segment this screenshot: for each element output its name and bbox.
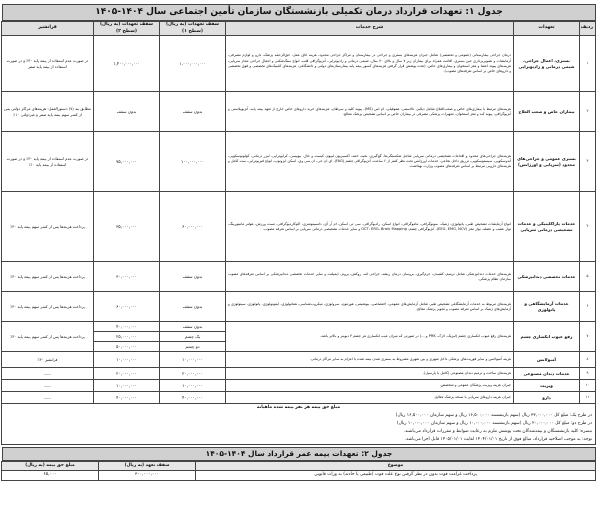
row-franchise: در صورت عدم استفاده از بیمه پایه ۳۰٪ و در صورت استفاده از بیمه پایه صفر (2, 36, 94, 92)
table-row (2, 132, 596, 192)
row-ceiling-1: ۲۰,۰۰۰,۰۰۰ (160, 368, 226, 380)
row-ceiling-2: ۶۰,۰۰۰,۰۰۰ (94, 292, 160, 322)
table-row (2, 352, 596, 368)
footer-note: تبصره: کلیه بازنشستگان و بیمه‌شدگان تحت پوشش ملزم به رعایت ضوابط و مقررات قرارداد می‌باشند. (403, 429, 592, 435)
row-ceiling-2: ۱۰,۰۰۰,۰۰۰ (94, 380, 160, 392)
row-no: ۱۱ (580, 392, 596, 404)
sub-value: ۲۵,۰۰۰,۰۰۰ (94, 331, 159, 341)
row-franchise: پرداخت هزینه‌ها پس از کسر سهم بیمه پایه ۳۰٪ (2, 192, 94, 262)
table-row (2, 262, 596, 292)
row-no: ۹ (580, 368, 596, 380)
row-ceiling-2: ۱,۴۰۰,۰۰۰,۰۰۰ (94, 36, 160, 92)
row-description: جبران هزینه ویزیت پزشکان عمومی و متخصص. (226, 380, 514, 392)
row-no: ۸ (580, 352, 596, 368)
row-no: ۳ (580, 132, 596, 192)
table-row (2, 471, 596, 480)
table-row (2, 292, 596, 322)
row-no: ۵ (580, 262, 596, 292)
footer-row (2, 404, 596, 445)
table-row (2, 322, 596, 352)
table2-title: جدول ۲: تعهدات بیمه عمر قرارداد سال ۱۴۰۴-۱۴۰۵ (2, 447, 596, 461)
row-no: ۱۰ (580, 380, 596, 392)
header-row-no: ردیف (580, 22, 596, 36)
header-description: شرح خدمات (226, 22, 514, 36)
premium-plan-2: در طرح دو: مبلغ کل ۲۰,۰۰۰,۰۰۰ ریال (سهم بازنشسته ۱۰,۰۰۰,۰۰۰ ریال و سهم سازمان ۱۰,۰۰۰,۰۰۰ ریال) (396, 421, 592, 427)
row-title: بستری عمومی و جراحی‌های محدود (سرپایی و اورژانس) (514, 132, 580, 192)
row-franchise: ----- (2, 392, 94, 404)
row-title: بستری، اعمال جراحی، شیمی درمانی و رادیوتراپی (514, 36, 580, 92)
row-description: هزینه‌های جراحی‌های محدود و اقدامات تشخیصی درمانی سرپایی شامل شکستگی‌ها، گچ‌گیری، بخیه، ختنه، اکسیزیون لیپوم، کیست و خال، بیوپسی، کرایوتراپی، لیزر درمانی، کولونوسکوپی، آندوسکوپی، سیستوسکوپی، تزریق داخل نخاعی، خدمات اورژانس تحت نظر کمتر از ۶ ساعت، آنژیوگرافی چشم (FAG)، ای ان جی، ان سی وی، اسکن ایزوتوپ، انواع فیزیوتراپی، ست کامل و هزینه‌های دارویی مرتبط بر اساس تعرفه‌های مصوب وزارت بهداشت. (226, 132, 514, 192)
sub-value: ۵۰,۰۰۰,۰۰۰ (94, 341, 159, 351)
row-ceiling-2: ۲۰,۰۰۰,۰۰۰ (94, 368, 160, 380)
row-title: آمبولانس (514, 352, 580, 368)
row-description: هزینه‌های خدمات دندانپزشکی شامل ترمیم، کشیدن، جرم‌گیری، بروساژ، درمان ریشه، جراحی لثه، روکش، پروتز، ایمپلنت و سایر خدمات تخصصی دندانپزشکی بر اساس تعرفه‌های مصوب سازمان نظام پزشکی. (226, 262, 514, 292)
row-ceiling-1: ۱۰,۰۰۰,۰۰۰ (160, 352, 226, 368)
row-no: ۶ (580, 292, 596, 322)
header-subject: موضوع (196, 462, 596, 471)
premium-plan-1: در طرح یک: مبلغ کل ۳۳,۰۰۰,۰۰۰ ریال (سهم بازنشسته ۱۶,۵۰۰,۰۰۰ ریال و سهم سازمان ۱۶,۵۰۰,۰۰۰ ریال) (395, 413, 592, 419)
row-title: خدمات تخصصی دندانپزشکی (514, 262, 580, 292)
table1-title: جدول ۱: تعهدات قرارداد درمان تکمیلی بازنشستگان سازمان تأمین اجتماعی سال ۱۴۰۴-۱۴۰۵ (2, 4, 596, 21)
row-description: هزینه‌های مرتبط با بیماری‌های خاص و صعب‌العلاج شامل دیالیز، تالاسمی، هموفیلی، ام اس (MS)، پیوند کلیه و سرطان، هزینه‌های خرید داروهای خاص خارج از تعهد بیمه پایه، آنژیوپلاستی و آنژیوگرافی، پیوند کبد و مغز استخوان، تجهیزات پزشکی مصرفی در بیماران خاص بر اساس تشخیص پزشک معالج. (226, 92, 514, 132)
row-ceiling-2: ۷۵,۰۰۰,۰۰۰ (94, 132, 160, 192)
row-ceiling-2: ۳۰,۰۰۰,۰۰۰ (94, 262, 160, 292)
header-franchise: فرانشیز (2, 22, 94, 36)
row-description: هزینه‌های مربوط به خدمات آزمایشگاهی تشخیص طبی شامل آزمایش‌های عمومی، اختصاصی، بیوشیمی، هورمون، سرولوژی، میکروب‌شناسی، هماتولوژی، ایمونولوژی، پاتولوژی، سیتولوژی و آزمایش‌های ژنتیک بر اساس تعرفه مصوب و تجویز پزشک معالج. (226, 292, 514, 322)
row-description: هزینه‌های رفع عیوب انکساری چشم (لیزیک، لازک، PRK و ...) در صورتی که میزان عیب انکساری هر چشم ۳ دیوپتر و بالاتر باشد. (226, 322, 514, 352)
table-row (2, 36, 596, 92)
row-no: ۴ (580, 192, 596, 262)
row-title: رفع عیوب انکساری چشم (514, 322, 580, 352)
row-title: خدمات دندان مصنوعی (514, 368, 580, 380)
row-ceiling-1: ۱۰,۰۰۰,۰۰۰ (160, 380, 226, 392)
document (2, 4, 596, 481)
row-ceiling-1: ۱۰۰,۰۰۰,۰۰۰ (160, 132, 226, 192)
row-ceiling-1: بدون سقف (160, 292, 226, 322)
header-ceiling: سقف تعهد (به ریال) (99, 462, 196, 471)
row-ceiling: ۳۰۰,۰۰۰,۰۰۰ (99, 471, 196, 480)
row-ceiling-1: بدون سقف (160, 262, 226, 292)
row-description: هزینه‌های ساخت و ترمیم دندان مصنوعی (کامل یا پارسیل). (226, 368, 514, 380)
row-ceiling-1 (160, 322, 226, 352)
row-franchise: پرداخت هزینه‌ها پس از کسر سهم بیمه پایه ۳۰٪ (2, 322, 94, 352)
table-header-row (2, 22, 596, 36)
table-header-row (2, 462, 596, 471)
table-row (2, 368, 596, 380)
row-description: درمان جراحی بیمارستانی (عمومی و تخصصی) شامل جبران هزینه‌های بستری و جراحی در بیمارستان و مراکز جراحی محدود، هزینه اتاق عمل، حق‌الزحمه پزشک، دارو و لوازم مصرفی، آزمایشات و تصویربرداری حین بستری، اقامت همراه برای بیماران زیر ۷ سال و بالای ۷۰ سال، شیمی درمانی و رادیوتراپی، آنژیوگرافی قلب، انواع سنگ‌شکنی و اعمال جراحی مجاز سرپایی، هزینه‌های پیوند اعضا و مغز استخوان و بیماری‌های خاص. (تحت پوشش قرار گرفتن هزینه‌های کسور بیمه پایه بیمارستان‌های دولتی و دانشگاهی، هزینه‌های کلینیک‌های تخصصی و فوق تخصصی و داروهای خاص بر اساس تعرفه‌های مصوب). (226, 36, 514, 92)
row-description: انواع آزمایشات تشخیص طبی، پاتولوژی، ژنتیک، سونوگرافی، ماموگرافی، انواع اسکن، رادیوگرافی، سی تی اسکن، ام آر آی، دانسیتومتری، اکوکاردیوگرافی، تست ورزش، هولتر مانیتورینگ، نوار عصب و عضله، نوار مغز (EEG, EMG, NCV)، آنژیوگرافی چشم، OCT، ERG، Brain Mapping و سایر خدمات تشخیصی درمانی سرپایی بر اساس تعرفه مصوب. (226, 192, 514, 262)
obligations-table (1, 21, 596, 445)
row-description: جبران هزینه داروهای سرپایی با نسخه پزشک معالج. (226, 392, 514, 404)
row-franchise: پرداخت هزینه‌ها پس از کسر سهم بیمه پایه ۳۰٪ (2, 262, 94, 292)
sub-value: دو چشم (160, 341, 225, 351)
row-franchise: مطابق بند (۷) دستورالعمل: هزینه‌های مراکز دولتی پس از کسر سهم بیمه پایه صفر و غیردولتی ۱۰٪ (2, 92, 94, 132)
footer-note: توجه: به موجب اصلاحیه قرارداد، مبالغ فوق از تاریخ ۱۴۰۴/۰۱/۰۱ لغایت ۱۴۰۵/۰۱/۰۱ قابل اجرا می‌باشد. (404, 437, 592, 443)
row-subject: پرداخت غرامت فوت بدون در نظر گرفتن نوع علت فوت (طبیعی یا حادثه) به وراث قانونی (196, 471, 596, 480)
row-ceiling-2: بدون سقف (94, 92, 160, 132)
row-ceiling-2: ۴۰,۰۰۰,۰۰۰ (94, 392, 160, 404)
row-ceiling-2 (94, 322, 160, 352)
header-premium: مبلغ حق بیمه (به ریال) (2, 462, 99, 471)
sub-value: یک چشم (160, 331, 225, 341)
sub-value: ۴۰,۰۰۰,۰۰۰ (116, 324, 137, 330)
row-ceiling-1: ۱,۰۰۰,۰۰۰,۰۰۰ (160, 36, 226, 92)
row-ceiling-1: بدون سقف (160, 92, 226, 132)
row-premium: ۶۵,۰۰۰ (2, 471, 99, 480)
row-franchise: ----- (2, 380, 94, 392)
row-ceiling-1: ۶۰,۰۰۰,۰۰۰ (160, 192, 226, 262)
header-obligations: تعهدات (514, 22, 580, 36)
row-ceiling-1: ۴۰,۰۰۰,۰۰۰ (160, 392, 226, 404)
row-no: ۲ (580, 92, 596, 132)
sub-value: بدون سقف (182, 324, 203, 330)
row-ceiling-2: ۱۰,۰۰۰,۰۰۰ (94, 352, 160, 368)
row-franchise: پرداخت هزینه‌ها پس از کسر سهم بیمه پایه ۳۰٪ (2, 292, 94, 322)
row-no: ۱ (580, 36, 596, 92)
table-row (2, 380, 596, 392)
premium-note: مبلغ حق بیمه هر نفر بیمه شده ماهیانه (256, 405, 341, 411)
row-franchise: ----- (2, 368, 94, 380)
row-title: خدمات پاراکلینیکی و خدمات تشخیصی درمانی سرپایی (514, 192, 580, 262)
row-no: ۷ (580, 322, 596, 352)
life-insurance-table (1, 461, 596, 480)
header-ceiling-2: سقف تعهدات (به ریال) (سطح ۲) (94, 22, 160, 36)
row-title: خدمات آزمایشگاهی و پاتولوژی (514, 292, 580, 322)
row-title: ویزیت (514, 380, 580, 392)
row-franchise: در صورت عدم استفاده از بیمه پایه ۳۰٪ و در صورت استفاده از بیمه پایه ۱۰٪ (2, 132, 94, 192)
row-description: هزینه آمبولانس و سایر فوریت‌های پزشکی داخل شهری و بین شهری مشروط به بستری شدن بیمه شده یا اعزام به سایر مراکز درمانی. (226, 352, 514, 368)
table-row (2, 192, 596, 262)
row-ceiling-2: ۳۵,۰۰۰,۰۰۰ (94, 192, 160, 262)
table-row (2, 392, 596, 404)
table-row (2, 92, 596, 132)
row-title: بیماران خاص و صعب العلاج (514, 92, 580, 132)
header-ceiling-1: سقف تعهدات (به ریال) (سطح ۱) (160, 22, 226, 36)
row-franchise: فرانشیز ۳۰٪ (2, 352, 94, 368)
row-title: دارو (514, 392, 580, 404)
